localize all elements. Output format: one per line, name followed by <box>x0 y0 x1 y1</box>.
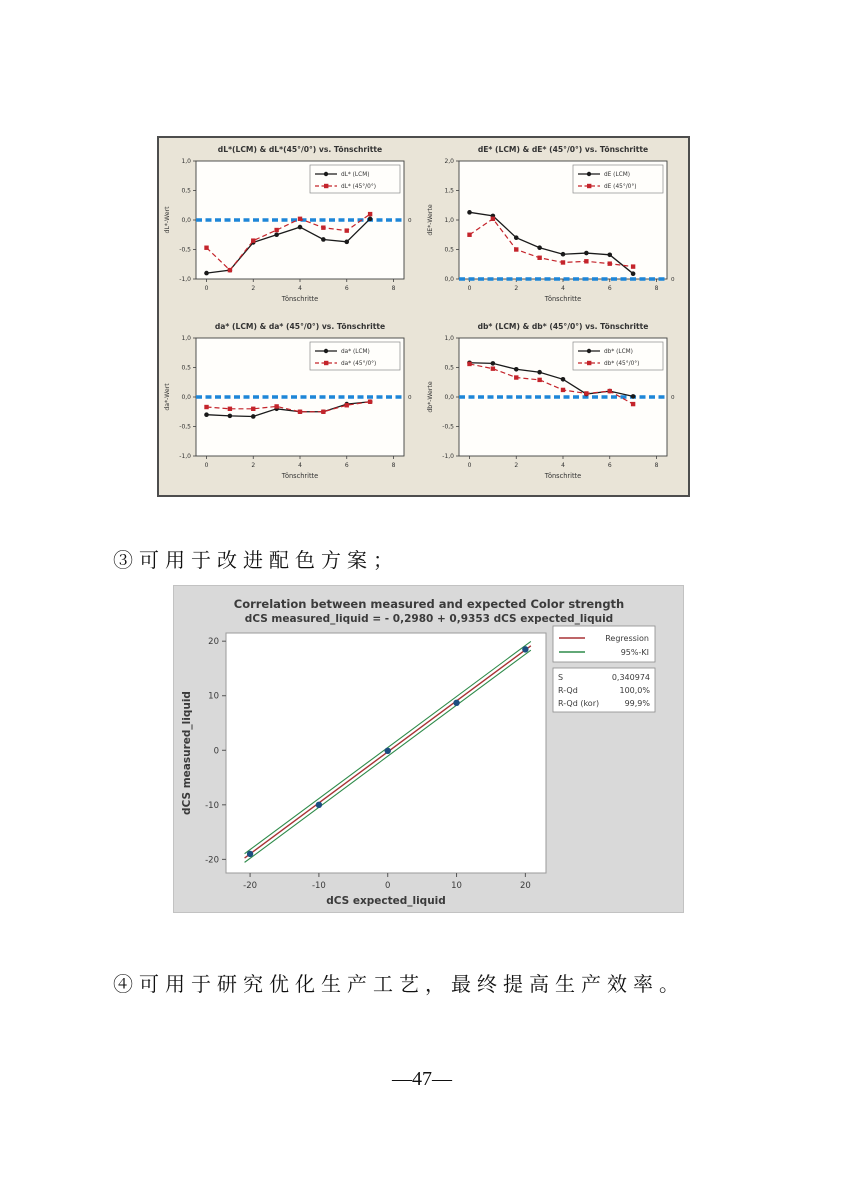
svg-text:dL* (LCM): dL* (LCM) <box>341 172 370 179</box>
svg-text:dE (LCM): dE (LCM) <box>604 172 630 179</box>
svg-text:0: 0 <box>408 395 412 402</box>
scatter-point <box>385 748 391 754</box>
svg-text:0: 0 <box>467 285 472 292</box>
svg-text:dL*-Wert: dL*-Wert <box>164 206 171 234</box>
svg-text:0,5: 0,5 <box>444 364 454 372</box>
svg-text:dCS expected_liquid: dCS expected_liquid <box>326 895 446 907</box>
correlation-chart-container <box>174 586 683 916</box>
chart-svg-dL <box>160 139 423 316</box>
svg-text:0,340974: 0,340974 <box>611 673 650 682</box>
svg-text:-1,0: -1,0 <box>179 453 191 461</box>
scatter-point <box>247 851 253 857</box>
svg-text:0: 0 <box>385 881 391 891</box>
svg-text:4: 4 <box>298 285 302 292</box>
bullet-item-3: ③可用于改进配色方案； <box>113 550 399 572</box>
svg-text:-0,5: -0,5 <box>179 423 191 431</box>
svg-text:1,0: 1,0 <box>444 217 454 225</box>
svg-text:8: 8 <box>654 285 659 292</box>
svg-text:-1,0: -1,0 <box>179 276 191 284</box>
svg-text:-20: -20 <box>243 881 258 891</box>
legend-dL <box>310 165 400 193</box>
scatter-point <box>316 802 322 808</box>
svg-text:0,5: 0,5 <box>181 187 191 195</box>
svg-text:0: 0 <box>204 285 209 292</box>
svg-text:2: 2 <box>251 462 256 469</box>
svg-text:dL* (45°/0°): dL* (45°/0°) <box>341 184 376 191</box>
svg-text:20: 20 <box>208 637 219 648</box>
svg-text:6: 6 <box>607 462 612 469</box>
svg-text:0: 0 <box>204 462 209 469</box>
correlation-legend <box>553 626 655 662</box>
chart-panel-da <box>160 316 423 493</box>
svg-text:da* (LCM): da* (LCM) <box>341 349 370 356</box>
svg-text:Tönschritte: Tönschritte <box>544 295 582 303</box>
svg-text:1,0: 1,0 <box>444 335 454 343</box>
chart-panel-db <box>423 316 686 493</box>
svg-text:R-Qd (kor): R-Qd (kor) <box>558 699 600 708</box>
svg-text:4: 4 <box>298 462 302 469</box>
legend-da <box>310 342 400 370</box>
svg-text:100,0%: 100,0% <box>619 686 650 695</box>
legend-dE <box>573 165 663 193</box>
svg-text:0,0: 0,0 <box>444 394 454 402</box>
svg-text:0: 0 <box>671 277 675 284</box>
svg-text:R-Qd: R-Qd <box>558 686 578 695</box>
svg-text:Tönschritte: Tönschritte <box>281 295 319 303</box>
tone-steps-panels-grid <box>159 138 688 494</box>
svg-text:8: 8 <box>654 462 659 469</box>
svg-text:4: 4 <box>561 285 565 292</box>
svg-text:db* (LCM): db* (LCM) <box>604 349 633 356</box>
svg-text:6: 6 <box>344 285 349 292</box>
bullet-item-4: ④可用于研究优化生产工艺，最终提高生产效率。 <box>113 974 685 996</box>
svg-text:99,9%: 99,9% <box>624 699 650 708</box>
svg-text:1,0: 1,0 <box>181 158 191 166</box>
svg-text:8: 8 <box>391 462 396 469</box>
svg-text:-10: -10 <box>311 881 326 891</box>
svg-text:-20: -20 <box>205 855 219 866</box>
legend-db <box>573 342 663 370</box>
svg-text:2: 2 <box>514 285 519 292</box>
svg-text:0: 0 <box>213 746 219 757</box>
svg-text:da*-Wert: da*-Wert <box>164 383 171 411</box>
chart-svg-dE <box>423 139 686 316</box>
tone-steps-figure <box>157 136 690 497</box>
svg-text:6: 6 <box>344 462 349 469</box>
page-number: —47— <box>392 1068 452 1090</box>
correlation-stats-box <box>553 668 655 712</box>
svg-text:db* (45°/0°): db* (45°/0°) <box>604 361 640 368</box>
chart-svg-db <box>423 316 686 493</box>
svg-text:0,0: 0,0 <box>181 394 191 402</box>
svg-text:-1,0: -1,0 <box>442 453 454 461</box>
scatter-point <box>522 646 528 652</box>
svg-text:dCS measured_liquid = - 0,2980: dCS measured_liquid = - 0,2980 + 0,9353 dCS expected_liquid <box>244 613 614 625</box>
svg-text:2: 2 <box>514 462 519 469</box>
svg-text:1,0: 1,0 <box>181 335 191 343</box>
svg-text:Regression: Regression <box>605 634 649 643</box>
svg-text:da* (LCM) & da* (45°/0°) vs. T: da* (LCM) & da* (45°/0°) vs. Tönschritte <box>214 322 386 331</box>
svg-text:-10: -10 <box>205 800 219 811</box>
chart-svg-da <box>160 316 423 493</box>
svg-text:2: 2 <box>251 285 256 292</box>
svg-text:dE (45°/0°): dE (45°/0°) <box>604 184 637 191</box>
svg-text:Tönschritte: Tönschritte <box>281 472 319 480</box>
svg-text:1,5: 1,5 <box>444 187 454 195</box>
svg-text:10: 10 <box>451 881 462 891</box>
svg-text:-0,5: -0,5 <box>179 246 191 254</box>
svg-text:0: 0 <box>408 218 412 225</box>
svg-text:db* (LCM) & db* (45°/0°) vs. T: db* (LCM) & db* (45°/0°) vs. Tönschritte <box>477 322 649 331</box>
svg-text:Tönschritte: Tönschritte <box>544 472 582 480</box>
svg-text:4: 4 <box>561 462 565 469</box>
svg-text:-0,5: -0,5 <box>442 423 454 431</box>
svg-text:da* (45°/0°): da* (45°/0°) <box>341 361 377 368</box>
svg-text:0,5: 0,5 <box>444 246 454 254</box>
svg-text:2,0: 2,0 <box>444 158 454 166</box>
svg-text:dCS measured_liquid: dCS measured_liquid <box>181 691 193 815</box>
svg-text:95%-KI: 95%-KI <box>620 648 649 657</box>
chart-panel-dE <box>423 139 686 316</box>
svg-text:0: 0 <box>671 395 675 402</box>
correlation-figure <box>173 585 684 913</box>
svg-text:6: 6 <box>607 285 612 292</box>
scatter-point <box>453 700 459 706</box>
svg-text:0,0: 0,0 <box>181 217 191 225</box>
svg-text:Correlation between measured a: Correlation between measured and expected Color strength <box>233 597 625 611</box>
svg-text:0,5: 0,5 <box>181 364 191 372</box>
correlation-chart-svg <box>174 586 683 912</box>
svg-text:dE* (LCM) & dE* (45°/0°) vs. T: dE* (LCM) & dE* (45°/0°) vs. Tönschritte <box>477 145 649 154</box>
svg-text:dE*-Werte: dE*-Werte <box>427 204 434 236</box>
svg-text:dL*(LCM) & dL*(45°/0°) vs. Tön: dL*(LCM) & dL*(45°/0°) vs. Tönschritte <box>217 145 383 154</box>
svg-text:10: 10 <box>208 691 219 702</box>
svg-text:db*-Werte: db*-Werte <box>427 381 434 413</box>
svg-text:S: S <box>558 673 564 682</box>
svg-text:0,0: 0,0 <box>444 276 454 284</box>
svg-text:8: 8 <box>391 285 396 292</box>
svg-text:0: 0 <box>467 462 472 469</box>
svg-text:20: 20 <box>519 881 531 891</box>
chart-panel-dL <box>160 139 423 316</box>
